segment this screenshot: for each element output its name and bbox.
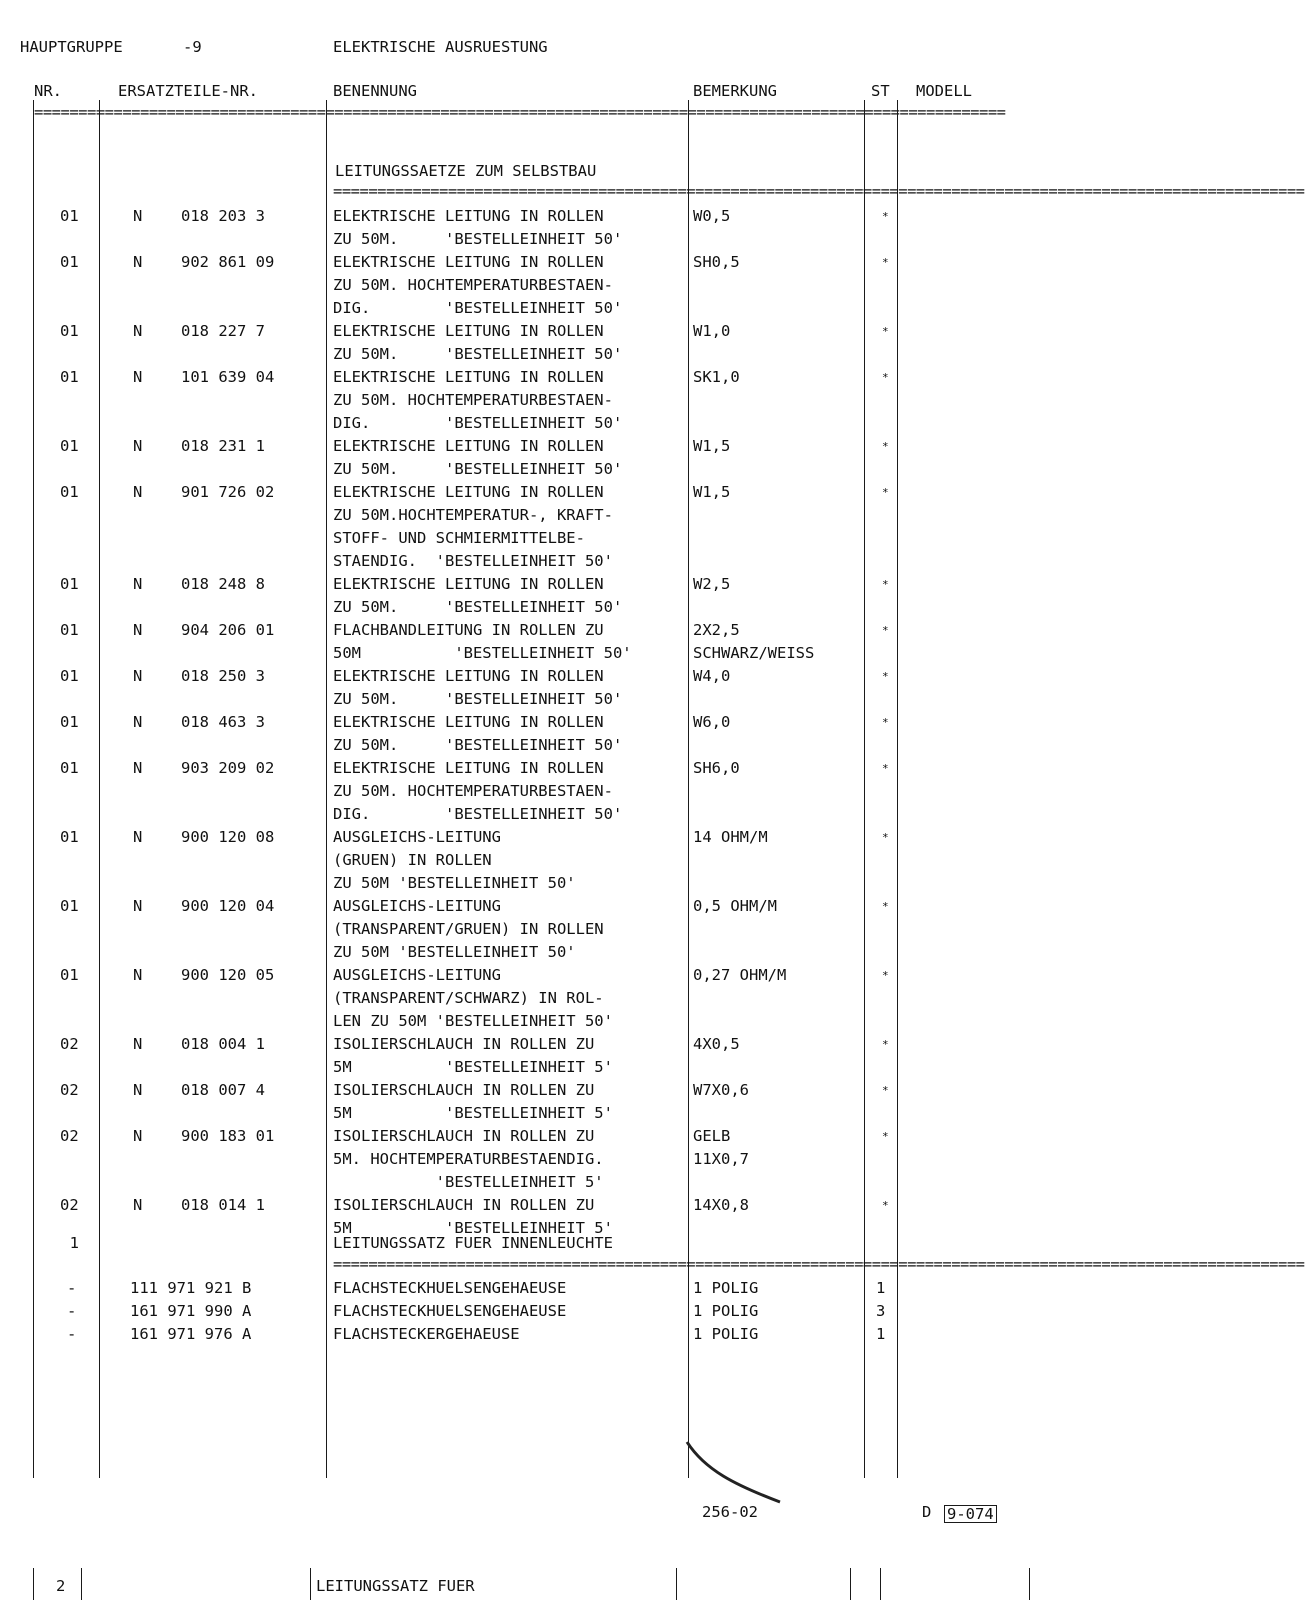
next-page-nr: 2 <box>56 1577 66 1595</box>
table-rule-left <box>33 100 34 1478</box>
next-page-rule <box>676 1568 677 1600</box>
designation <box>333 1079 613 1125</box>
remark-line: 0,5 OHM/M <box>693 897 777 915</box>
item-nr: 01 <box>60 575 79 593</box>
designation-line: ELEKTRISCHE LEITUNG IN ROLLEN <box>333 713 604 731</box>
designation <box>333 481 613 573</box>
new-flag: N <box>133 897 143 915</box>
new-flag: N <box>133 253 143 271</box>
qty: * <box>882 762 889 775</box>
header-group-number-value: 9 <box>192 38 202 56</box>
item-nr: - <box>67 1325 77 1343</box>
designation-line: LEN ZU 50M 'BESTELLEINHEIT 50' <box>333 1012 613 1030</box>
designation-line: ELEKTRISCHE LEITUNG IN ROLLEN <box>333 207 604 225</box>
qty: * <box>882 831 889 844</box>
designation-line: ZU 50M 'BESTELLEINHEIT 50' <box>333 874 576 892</box>
new-flag: N <box>133 713 143 731</box>
next-page-title: LEITUNGSSATZ FUER <box>316 1577 475 1595</box>
remark-line: SH6,0 <box>693 759 740 777</box>
part-number: 018 014 1 <box>181 1196 265 1214</box>
column-header-nr: NR. <box>34 82 62 100</box>
designation-line: STAENDIG. 'BESTELLEINHEIT 50' <box>333 552 613 570</box>
remark: 1 POLIG <box>693 1325 759 1343</box>
part-number: 900 120 04 <box>181 897 275 915</box>
new-flag: N <box>133 1127 143 1145</box>
designation-line: 50M 'BESTELLEINHEIT 50' <box>333 644 632 662</box>
qty: 1 <box>876 1279 886 1297</box>
qty: * <box>882 1199 889 1212</box>
designation-line: 5M. HOCHTEMPERATURBESTAENDIG. <box>333 1150 604 1168</box>
pen-stroke-mark <box>685 1440 785 1505</box>
item-nr: 02 <box>60 1035 79 1053</box>
remark <box>693 251 740 274</box>
designation-line: DIG. 'BESTELLEINHEIT 50' <box>333 805 623 823</box>
designation: FLACHSTECKERGEHAEUSE <box>333 1325 520 1343</box>
item-nr: 01 <box>60 437 79 455</box>
part-number: 018 231 1 <box>181 437 265 455</box>
header-separator: ============================================================================================================== <box>34 103 1006 121</box>
designation-line: ZU 50M. HOCHTEMPERATURBESTAEN- <box>333 391 613 409</box>
designation-line: ELEKTRISCHE LEITUNG IN ROLLEN <box>333 368 604 386</box>
part-number: 901 726 02 <box>181 483 275 501</box>
item-nr: 01 <box>60 322 79 340</box>
column-header-remark: BEMERKUNG <box>693 82 777 100</box>
designation-line: AUSGLEICHS-LEITUNG <box>333 897 501 915</box>
new-flag: N <box>133 1196 143 1214</box>
remark <box>693 964 786 987</box>
remark <box>693 757 740 780</box>
section-separator: ============================================================================================================== <box>333 1255 1305 1273</box>
designation-line: 5M 'BESTELLEINHEIT 5' <box>333 1219 613 1237</box>
new-flag: N <box>133 437 143 455</box>
designation <box>333 619 632 665</box>
item-nr: 01 <box>60 966 79 984</box>
remark <box>693 1194 749 1217</box>
designation-line: DIG. 'BESTELLEINHEIT 50' <box>333 414 623 432</box>
remark-line: 2X2,5 <box>693 621 740 639</box>
designation-line: ELEKTRISCHE LEITUNG IN ROLLEN <box>333 759 604 777</box>
designation-line: ZU 50M 'BESTELLEINHEIT 50' <box>333 943 576 961</box>
qty: * <box>882 1130 889 1143</box>
designation-line: ZU 50M. 'BESTELLEINHEIT 50' <box>333 345 623 363</box>
qty: 3 <box>876 1302 886 1320</box>
new-flag: N <box>133 368 143 386</box>
item-nr: 02 <box>60 1081 79 1099</box>
item-nr: 01 <box>60 828 79 846</box>
designation-line: ZU 50M.HOCHTEMPERATUR-, KRAFT- <box>333 506 613 524</box>
designation-line: ISOLIERSCHLAUCH IN ROLLEN ZU <box>333 1081 595 1099</box>
designation <box>333 251 622 320</box>
remark <box>693 711 730 734</box>
designation <box>333 573 622 619</box>
qty: * <box>882 486 889 499</box>
item-nr: 01 <box>60 207 79 225</box>
qty: * <box>882 969 889 982</box>
remark <box>693 481 730 504</box>
header-group-number: -9 <box>183 38 202 56</box>
part-number: 111 971 921 B <box>130 1279 252 1297</box>
new-flag: N <box>133 621 143 639</box>
part-number: 018 248 8 <box>181 575 265 593</box>
remark <box>693 826 768 849</box>
designation: FLACHSTECKHUELSENGEHAEUSE <box>333 1279 567 1297</box>
designation-line: ISOLIERSCHLAUCH IN ROLLEN ZU <box>333 1035 595 1053</box>
remark <box>693 619 814 665</box>
designation <box>333 435 622 481</box>
remark-line: SH0,5 <box>693 253 740 271</box>
item-nr: 01 <box>60 667 79 685</box>
qty: * <box>882 900 889 913</box>
remark-line: W1,0 <box>693 322 731 340</box>
qty: 1 <box>876 1325 886 1343</box>
part-number: 903 209 02 <box>181 759 275 777</box>
designation-line: (TRANSPARENT/SCHWARZ) IN ROL- <box>333 989 604 1007</box>
section-title: LEITUNGSSAETZE ZUM SELBSTBAU <box>335 162 597 180</box>
page-reference-box: 9-074 <box>944 1505 997 1523</box>
item-nr: 01 <box>60 897 79 915</box>
remark-line: W6,0 <box>693 713 731 731</box>
part-number: 018 250 3 <box>181 667 265 685</box>
remark <box>693 1033 740 1056</box>
qty: * <box>882 1084 889 1097</box>
item-nr: 01 <box>60 621 79 639</box>
designation-line: ELEKTRISCHE LEITUNG IN ROLLEN <box>333 253 604 271</box>
designation-line: (TRANSPARENT/GRUEN) IN ROLLEN <box>333 920 604 938</box>
designation-line: ELEKTRISCHE LEITUNG IN ROLLEN <box>333 483 604 501</box>
designation-line: ELEKTRISCHE LEITUNG IN ROLLEN <box>333 667 604 685</box>
designation-line: ISOLIERSCHLAUCH IN ROLLEN ZU <box>333 1196 595 1214</box>
next-page-rule <box>310 1568 311 1600</box>
part-number: 902 861 09 <box>181 253 275 271</box>
item-nr: 01 <box>60 713 79 731</box>
part-number: 018 463 3 <box>181 713 265 731</box>
header-group-label: HAUPTGRUPPE <box>20 38 123 56</box>
new-flag: N <box>133 759 143 777</box>
new-flag: N <box>133 667 143 685</box>
next-page-rule <box>880 1568 881 1600</box>
remark <box>693 320 730 343</box>
new-flag: N <box>133 966 143 984</box>
column-header-model: MODELL <box>916 82 972 100</box>
remark: 1 POLIG <box>693 1302 759 1320</box>
qty: * <box>882 578 889 591</box>
new-flag: N <box>133 483 143 501</box>
new-flag: N <box>133 828 143 846</box>
part-number: 900 120 05 <box>181 966 275 984</box>
qty: * <box>882 624 889 637</box>
remark-line: GELB <box>693 1127 731 1145</box>
new-flag: N <box>133 322 143 340</box>
page-code: 256-02 <box>702 1503 758 1521</box>
table-rule-part <box>326 100 327 1478</box>
designation <box>333 895 604 964</box>
remark: 1 POLIG <box>693 1279 759 1297</box>
remark <box>693 665 730 688</box>
qty: * <box>882 716 889 729</box>
item-nr: 01 <box>60 759 79 777</box>
next-page-rule <box>1029 1568 1030 1600</box>
designation-line: AUSGLEICHS-LEITUNG <box>333 966 501 984</box>
designation-line: ELEKTRISCHE LEITUNG IN ROLLEN <box>333 322 604 340</box>
part-number: 904 206 01 <box>181 621 275 639</box>
qty: * <box>882 210 889 223</box>
part-number: 161 971 976 A <box>130 1325 252 1343</box>
new-flag: N <box>133 207 143 225</box>
designation-line: 5M 'BESTELLEINHEIT 5' <box>333 1058 613 1076</box>
remark <box>693 1079 749 1102</box>
designation <box>333 1125 604 1194</box>
designation <box>333 320 622 366</box>
remark <box>693 205 730 228</box>
designation-line: STOFF- UND SCHMIERMITTELBE- <box>333 529 585 547</box>
remark-line: SCHWARZ/WEISS <box>693 644 815 662</box>
part-number: 018 203 3 <box>181 207 265 225</box>
remark-line: W2,5 <box>693 575 731 593</box>
designation-line: 5M 'BESTELLEINHEIT 5' <box>333 1104 613 1122</box>
part-number: 900 183 01 <box>181 1127 275 1145</box>
remark-line: W1,5 <box>693 437 731 455</box>
qty: * <box>882 325 889 338</box>
remark-line: 4X0,5 <box>693 1035 740 1053</box>
footer-d-label: D <box>922 1503 932 1521</box>
designation-line: ELEKTRISCHE LEITUNG IN ROLLEN <box>333 575 604 593</box>
designation-line: (GRUEN) IN ROLLEN <box>333 851 492 869</box>
qty: * <box>882 1038 889 1051</box>
new-flag: N <box>133 575 143 593</box>
designation-line: 'BESTELLEINHEIT 5' <box>333 1173 604 1191</box>
designation-line: FLACHBANDLEITUNG IN ROLLEN ZU <box>333 621 604 639</box>
part-number: 018 004 1 <box>181 1035 265 1053</box>
designation: FLACHSTECKHUELSENGEHAEUSE <box>333 1302 567 1320</box>
part-number: 161 971 990 A <box>130 1302 252 1320</box>
designation-line: ZU 50M. 'BESTELLEINHEIT 50' <box>333 690 623 708</box>
section-title: LEITUNGSSATZ FUER INNENLEUCHTE <box>333 1234 613 1252</box>
designation-line: ISOLIERSCHLAUCH IN ROLLEN ZU <box>333 1127 595 1145</box>
qty: * <box>882 670 889 683</box>
item-nr: 02 <box>60 1196 79 1214</box>
designation <box>333 665 622 711</box>
part-number: 018 227 7 <box>181 322 265 340</box>
column-header-qty: ST <box>871 82 890 100</box>
designation-line: ELEKTRISCHE LEITUNG IN ROLLEN <box>333 437 604 455</box>
designation <box>333 366 622 435</box>
designation <box>333 757 622 826</box>
new-flag: N <box>133 1081 143 1099</box>
group-nr: 1 <box>69 1234 79 1252</box>
designation-line: AUSGLEICHS-LEITUNG <box>333 828 501 846</box>
next-page-rule <box>33 1568 34 1600</box>
qty: * <box>882 440 889 453</box>
part-number: 018 007 4 <box>181 1081 265 1099</box>
item-nr: 01 <box>60 368 79 386</box>
designation <box>333 1033 613 1079</box>
remark-line: W0,5 <box>693 207 731 225</box>
qty: * <box>882 256 889 269</box>
item-nr: - <box>67 1279 77 1297</box>
designation-line: ZU 50M. 'BESTELLEINHEIT 50' <box>333 230 623 248</box>
remark-line: 14 OHM/M <box>693 828 768 846</box>
next-page-rule <box>81 1568 82 1600</box>
designation-line: ZU 50M. HOCHTEMPERATURBESTAEN- <box>333 782 613 800</box>
part-number: 101 639 04 <box>181 368 275 386</box>
table-rule-nr <box>99 100 100 1478</box>
column-header-designation: BENENNUNG <box>333 82 417 100</box>
remark <box>693 895 777 918</box>
designation-line: ZU 50M. 'BESTELLEINHEIT 50' <box>333 736 623 754</box>
remark-line: 14X0,8 <box>693 1196 749 1214</box>
item-nr: - <box>67 1302 77 1320</box>
item-nr: 01 <box>60 483 79 501</box>
column-header-part-number: ERSATZTEILE-NR. <box>118 82 258 100</box>
section-separator: ============================================================================================================== <box>333 182 1305 200</box>
new-flag: N <box>133 1035 143 1053</box>
header-group-title: ELEKTRISCHE AUSRUESTUNG <box>333 38 548 56</box>
designation <box>333 711 622 757</box>
remark-line: W4,0 <box>693 667 731 685</box>
designation <box>333 205 622 251</box>
remark-line: W1,5 <box>693 483 731 501</box>
designation <box>333 964 613 1033</box>
remark-line: 0,27 OHM/M <box>693 966 787 984</box>
item-nr: 02 <box>60 1127 79 1145</box>
remark <box>693 573 730 596</box>
part-number: 900 120 08 <box>181 828 275 846</box>
remark-line: SK1,0 <box>693 368 740 386</box>
designation-line: ZU 50M. 'BESTELLEINHEIT 50' <box>333 598 623 616</box>
remark <box>693 435 730 458</box>
remark <box>693 366 740 389</box>
remark-line: W7X0,6 <box>693 1081 749 1099</box>
next-page-rule <box>850 1568 851 1600</box>
designation-line: DIG. 'BESTELLEINHEIT 50' <box>333 299 623 317</box>
designation-line: ZU 50M. HOCHTEMPERATURBESTAEN- <box>333 276 613 294</box>
designation-line: ZU 50M. 'BESTELLEINHEIT 50' <box>333 460 623 478</box>
qty: * <box>882 371 889 384</box>
item-nr: 01 <box>60 253 79 271</box>
designation <box>333 826 576 895</box>
remark <box>693 1125 749 1171</box>
remark-line: 11X0,7 <box>693 1150 749 1168</box>
